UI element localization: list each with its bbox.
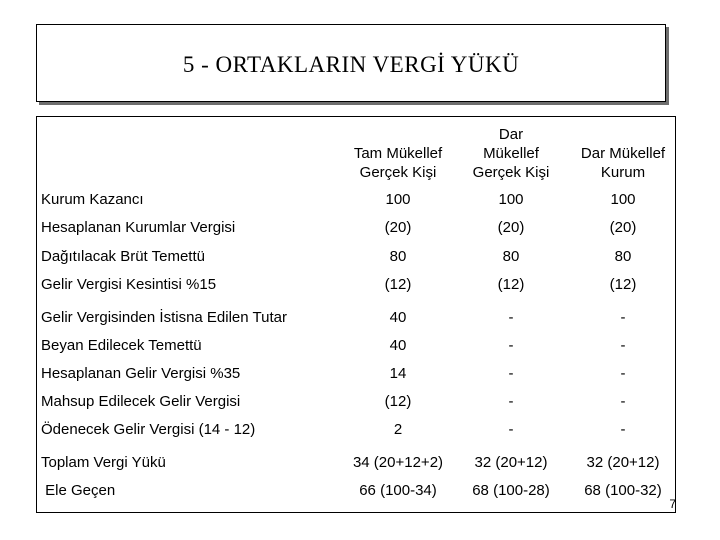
cell: (12) [609,276,637,293]
cell: - [620,337,626,354]
cell: - [508,365,514,382]
table-row [37,189,675,213]
cell: 14 [389,365,407,382]
header-line: Dar Mükellef [580,145,666,162]
header-line: Dar [498,126,524,143]
cell: 80 [389,248,407,265]
row-label: Toplam Vergi Yükü [41,454,166,471]
cell: 32 (20+12) [474,454,548,471]
cell: 100 [610,191,636,208]
header-line: Gerçek Kişi [472,164,550,181]
cell: (20) [609,219,637,236]
row-label: Ödenecek Gelir Vergisi (14 - 12) [41,421,256,438]
header-line: Mükellef [483,145,539,162]
cell: (20) [497,219,525,236]
cell: - [508,393,514,410]
row-label: Mahsup Edilecek Gelir Vergisi [41,393,241,410]
column-header-dar-mukellef-kurum [568,125,678,182]
row-label: Hesaplanan Gelir Vergisi %35 [41,365,241,382]
column-header-tam-mukellef [343,125,453,182]
table-row [37,363,675,387]
row-label: Gelir Vergisi Kesintisi %15 [41,276,217,293]
row-label: Ele Geçen [41,482,116,499]
table-row [37,452,675,476]
row-label: Hesaplanan Kurumlar Vergisi [41,219,236,236]
cell: 100 [498,191,524,208]
cell: 80 [614,248,632,265]
tax-table [36,116,676,513]
header-line [343,125,453,144]
table-row [37,480,675,504]
row-label: Kurum Kazancı [41,191,144,208]
cell: - [508,309,514,326]
cell: 66 (100-34) [359,482,437,499]
cell: - [620,365,626,382]
cell: 80 [502,248,520,265]
cell: (12) [384,393,412,410]
cell: 68 (100-32) [584,482,662,499]
row-label: Beyan Edilecek Temettü [41,337,202,354]
table-row [37,217,675,241]
header-line: Tam Mükellef [353,145,443,162]
page-number: 7 [669,497,676,511]
page-title: 5 - ORTAKLARIN VERGİ YÜKÜ [182,52,520,77]
cell: - [508,337,514,354]
table-row [37,391,675,415]
column-header-dar-mukellef-gercek [456,125,566,182]
table-row [37,274,675,298]
header-line [568,125,678,144]
cell: - [620,309,626,326]
table-row [37,335,675,359]
header-line: Kurum [600,164,646,181]
cell: (12) [384,276,412,293]
row-label: Gelir Vergisinden İstisna Edilen Tutar [41,309,287,326]
cell: - [508,421,514,438]
cell: 40 [389,337,407,354]
cell: 32 (20+12) [586,454,660,471]
cell: (20) [384,219,412,236]
cell: 40 [389,309,407,326]
cell: 100 [385,191,411,208]
cell: 34 (20+12+2) [352,454,444,471]
title-box [36,24,666,102]
cell: 2 [393,421,403,438]
table-row [37,419,675,443]
table-row [37,307,675,331]
row-label: Dağıtılacak Brüt Temettü [41,248,205,265]
cell: 68 (100-28) [472,482,550,499]
cell: - [620,421,626,438]
table-row [37,246,675,270]
header-line: Gerçek Kişi [359,164,437,181]
cell: - [620,393,626,410]
cell: (12) [497,276,525,293]
